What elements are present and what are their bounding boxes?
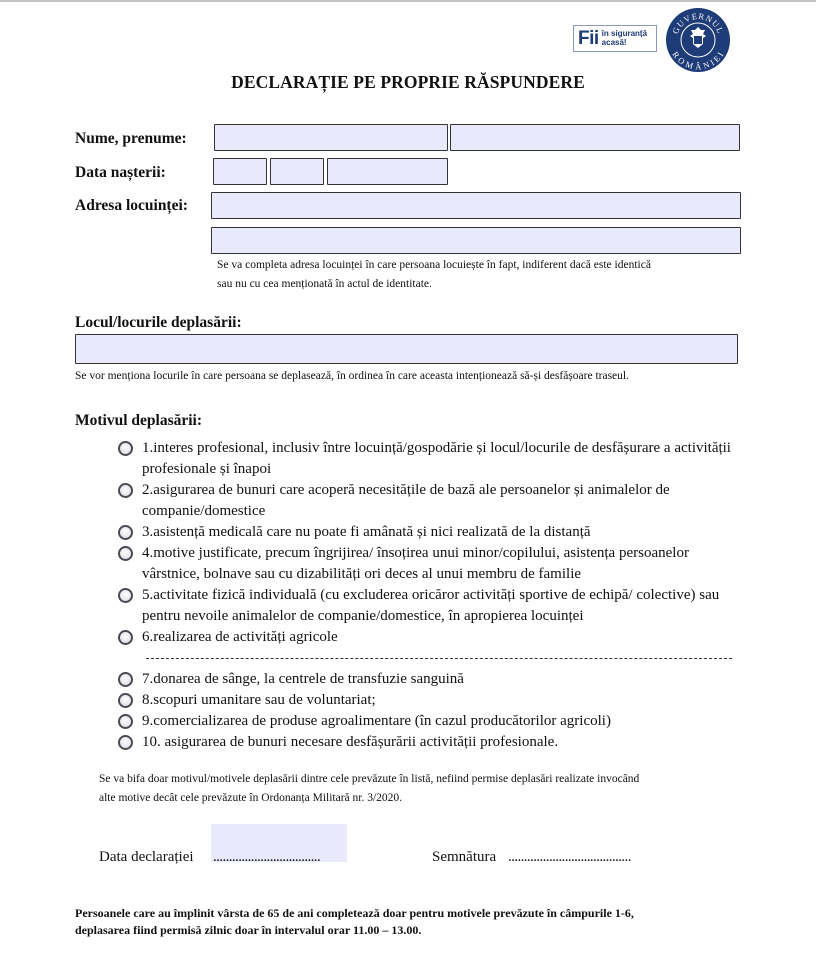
svg-text:GUVERNUL: GUVERNUL [670, 10, 726, 36]
name-label: Nume, prenume: [75, 130, 187, 147]
reason-text: 9.comercializarea de produse agroalimentare (în cazul producătorilor agricoli) [142, 713, 611, 729]
reason-item-1[interactable] [118, 438, 742, 480]
government-seal-icon [665, 7, 731, 73]
declaration-date-label: Data declarației [99, 849, 194, 865]
reason-item-6[interactable] [118, 627, 742, 648]
reason-item-2[interactable] [118, 480, 742, 522]
radio-button-icon[interactable] [118, 441, 133, 456]
first-name-input[interactable] [450, 124, 740, 151]
reason-text: 8.scopuri umanitare sau de voluntariat; [142, 692, 376, 708]
address-label: Adresa locuinței: [75, 197, 188, 214]
senior-notice [75, 905, 775, 939]
reasons-note-line2: alte motive decât cele prevăzute în Ordonanța Militară nr. 3/2020. [99, 792, 403, 804]
radio-button-icon[interactable] [118, 546, 133, 561]
address-line-2-input[interactable] [211, 227, 741, 254]
locations-note: Se vor menționa locurile în care persoana se deplasează, în ordinea în care aceasta intenționează să-și desfășoare traseul. [75, 370, 629, 382]
address-note-line2: sau nu cu cea menționată în actul de identitate. [217, 278, 432, 290]
address-note [217, 256, 651, 294]
radio-button-icon[interactable] [118, 693, 133, 708]
radio-button-icon[interactable] [118, 630, 133, 645]
reason-text: 3.asistență medicală care nu poate fi amânată și nici realizată de la distanță [142, 524, 591, 540]
address-line-1-input[interactable] [211, 192, 741, 219]
stay-safe-badge [573, 25, 657, 52]
badge-big-text: Fii [578, 28, 599, 49]
top-border [0, 0, 816, 2]
document-title: DECLARAȚIE PE PROPRIE RĂSPUNDERE [231, 72, 585, 92]
reason-text: 6.realizarea de activități agricole [142, 629, 338, 645]
reasons-label: Motivul deplasării: [75, 412, 203, 429]
reason-text: 10. asigurarea de bunuri necesare desfășurării activității profesionale. [142, 734, 559, 750]
birth-date-label: Data nașterii: [75, 164, 166, 181]
reasons-note [99, 770, 759, 808]
signature-dots[interactable]: ....................................... [508, 849, 631, 865]
radio-button-icon[interactable] [118, 714, 133, 729]
reason-item-4[interactable] [118, 543, 742, 585]
reason-item-8[interactable] [118, 690, 742, 711]
radio-button-icon[interactable] [118, 525, 133, 540]
reason-text: 5.activitate fizică individuală (cu excluderea oricăror activități sportive de echipă/ colective) sau pentru nevoile animalelor de companie/domestice, în apropierea locuinței [142, 587, 720, 624]
radio-button-icon[interactable] [118, 483, 133, 498]
signature-label: Semnătura [432, 849, 497, 865]
last-name-input[interactable] [214, 124, 448, 151]
reason-item-7[interactable] [118, 669, 742, 690]
badge-small-text [602, 29, 647, 47]
badge-line1: în siguranță [601, 28, 648, 38]
svg-text:ROMÂNIEI: ROMÂNIEI [670, 49, 726, 72]
declaration-date-dots: .................................. [213, 849, 321, 865]
reason-item-5[interactable] [118, 585, 742, 627]
reason-item-10[interactable] [118, 732, 742, 753]
radio-button-icon[interactable] [118, 672, 133, 687]
locations-input[interactable] [75, 334, 738, 364]
radio-button-icon[interactable] [118, 588, 133, 603]
birth-year-input[interactable] [327, 158, 448, 185]
radio-button-icon[interactable] [118, 735, 133, 750]
badge-line2: acasă! [601, 37, 627, 47]
reason-item-9[interactable] [118, 711, 742, 732]
birth-day-input[interactable] [213, 158, 267, 185]
reason-text: 2.asigurarea de bunuri care acoperă necesitățile de bază ale persoanelor și animalelor de companie/domestice [142, 482, 670, 519]
reasons-note-line1: Se va bifa doar motivul/motivele deplasării dintre cele prevăzute în listă, nefiind permise deplasări realizate invocând [99, 773, 640, 785]
reason-text: 1.interes profesional, inclusiv între locuință/gospodărie și locul/locurile de desfășurare a activității profesionale și înapoi [142, 440, 731, 477]
birth-month-input[interactable] [270, 158, 324, 185]
senior-notice-line1: Persoanele care au împlinit vârsta de 65 de ani completează doar pentru motivele prevăzute în câmpurile 1-6, [75, 906, 634, 920]
reasons-divider [146, 658, 732, 659]
reason-text: 7.donarea de sânge, la centrele de transfuzie sanguină [142, 671, 464, 687]
address-note-line1: Se va completa adresa locuinței în care persoana locuiește în fapt, indiferent dacă este identică [217, 259, 651, 271]
reason-item-3[interactable] [118, 522, 742, 543]
locations-label: Locul/locurile deplasării: [75, 314, 242, 331]
reason-text: 4.motive justificate, precum îngrijirea/ însoțirea unui minor/copilului, asistența persoanelor vârstnice, bolnave sau cu dizabilități ori deces al unui membru de familie [142, 545, 689, 582]
senior-notice-line2: deplasarea fiind permisă zilnic doar în intervalul orar 11.00 – 13.00. [75, 923, 422, 937]
